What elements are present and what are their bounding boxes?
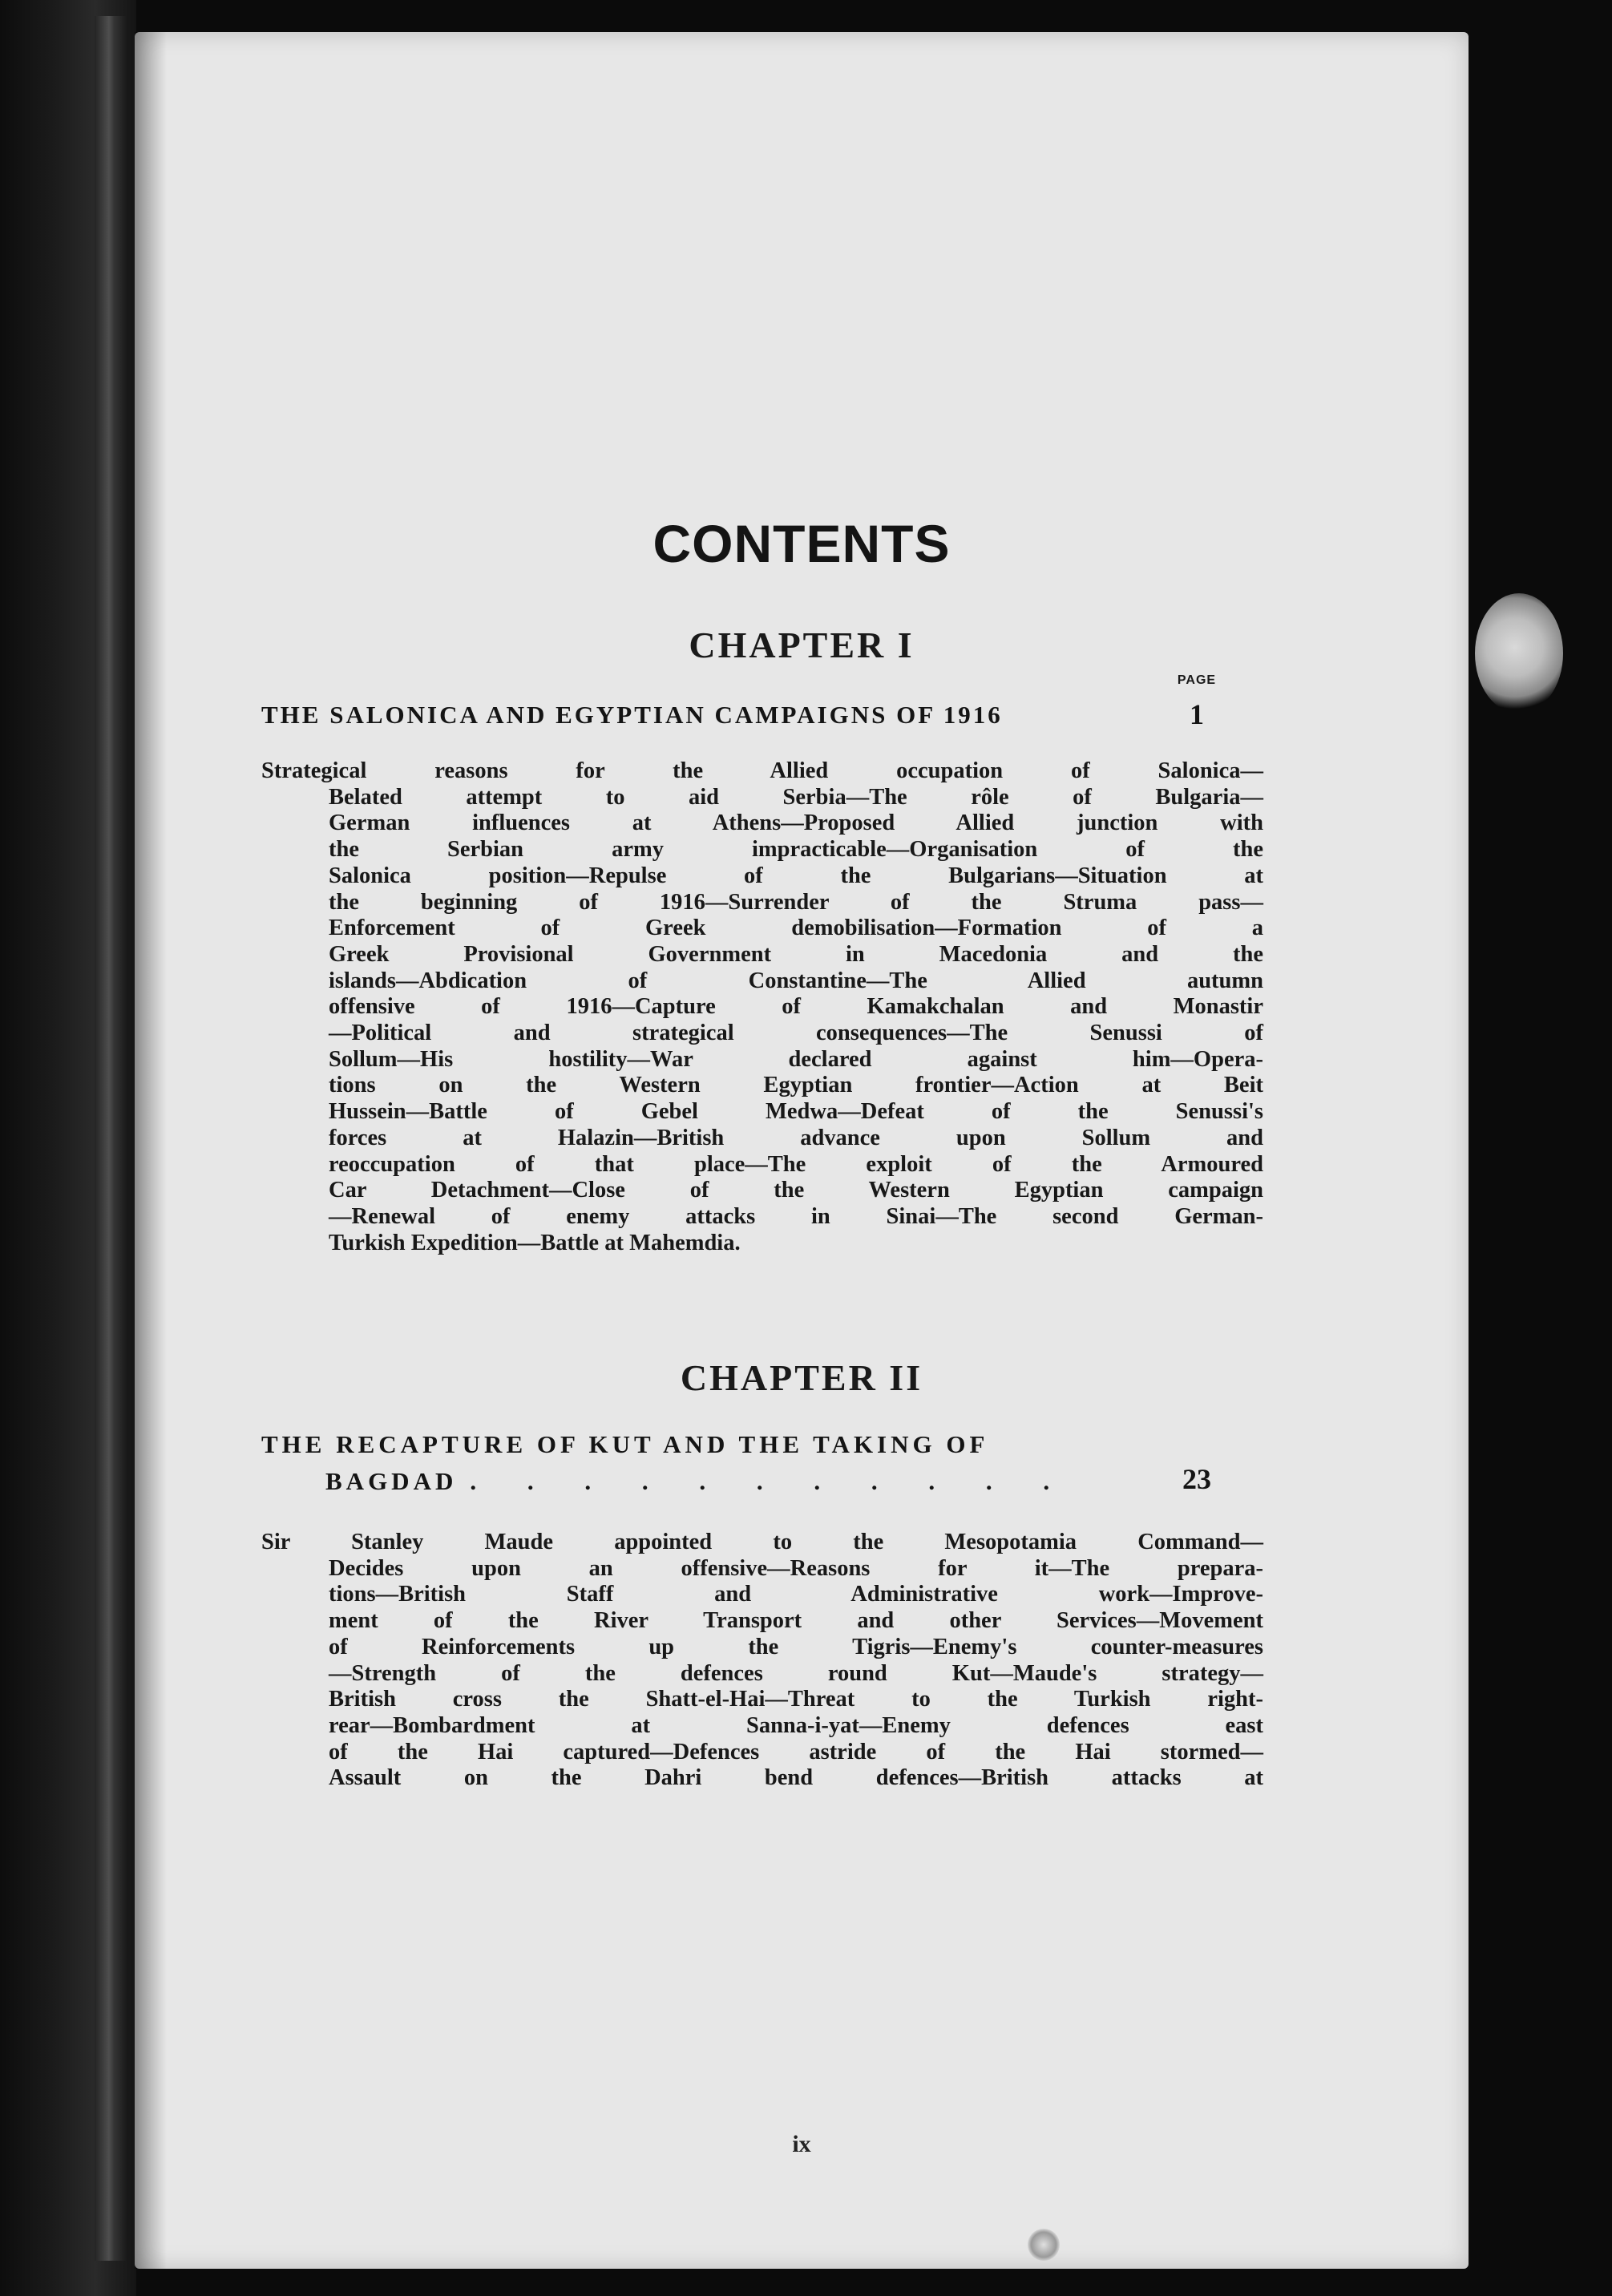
summary-line: the beginning of 1916—Surrender of the Struma pass— [329,889,1263,915]
summary-line: reoccupation of that place—The exploit of the Armoured [329,1151,1263,1177]
summary-line: tions on the Western Egyptian frontier—Action at Beit [329,1073,1263,1098]
summary-line: Belated attempt to aid Serbia—The rôle of Bulgaria— [329,784,1263,810]
summary-line: islands—Abdication of Constantine—The Allied autumn [329,968,1263,993]
book-spine [95,16,127,2261]
chapter-1-summary [261,758,1263,1256]
chapter-2-title-line-2: BAGDAD [325,1467,458,1495]
summary-line: Greek Provisional Government in Macedonia and the [329,941,1263,967]
dot-leader: . . . . . . . . . . . [470,1467,1073,1495]
chapter-2-page-number: 23 [1182,1463,1211,1495]
summary-line: Sollum—His hostility—War declared against him—Opera- [329,1046,1263,1072]
summary-line: Turkish Expedition—Battle at Mahemdia. [329,1230,741,1255]
summary-line: British cross the Shatt-el-Hai—Threat to the Turkish right- [329,1687,1263,1712]
summary-line: —Renewal of enemy attacks in Sinai—The second German- [329,1203,1263,1229]
summary-line: Assault on the Dahri bend defences—British attacks at [329,1765,1263,1791]
summary-line: tions—British Staff and Administrative work—Improve- [329,1582,1263,1607]
summary-line: Sir Stanley Maude appointed to the Mesopotamia Command— [261,1530,1263,1554]
chapter-1-title-line: THE SALONICA AND EGYPTIAN CAMPAIGNS OF 1916 [261,701,1003,729]
book-page [135,32,1469,2269]
chapter-2-title-line [261,1467,1271,1504]
summary-line: of Reinforcements up the Tigris—Enemy's counter-measures [329,1634,1263,1659]
chapter-1-page-number: 1 [1190,698,1204,730]
summary-line: Decides upon an offensive—Reasons for it—The prepara- [329,1555,1263,1581]
summary-line: rear—Bombardment at Sanna-i-yat—Enemy defences east [329,1712,1263,1738]
page-gutter-shadow [135,32,167,2269]
paper-stain [1475,593,1563,713]
chapter-2-summary [261,1530,1263,1792]
chapter-2-title [261,1430,1271,1504]
chapter-1-heading: CHAPTER I [689,625,915,665]
scan-mark [1028,2229,1060,2261]
summary-line: —Political and strategical consequences—The Senussi of [329,1021,1263,1046]
summary-line: forces at Halazin—British advance upon Sollum and [329,1125,1263,1150]
chapter-2-heading: CHAPTER II [680,1357,923,1398]
summary-line: of the Hai captured—Defences astride of the Hai stormed— [329,1739,1263,1764]
summary-line: ment of the River Transport and other Services—Movement [329,1608,1263,1634]
contents-heading: CONTENTS [652,514,951,573]
chapter-1-title [261,701,1271,738]
summary-line: Strategical reasons for the Allied occupation of Salonica— [261,758,1263,783]
summary-line: —Strength of the defences round Kut—Maude's strategy— [329,1660,1263,1686]
page-column-label: PAGE [1177,673,1217,687]
chapter-2-title-line: THE RECAPTURE OF KUT AND THE TAKING OF [261,1430,989,1458]
page-folio: ix [792,2131,811,2157]
summary-line: Salonica position—Repulse of the Bulgarians—Situation at [329,863,1263,888]
summary-line: offensive of 1916—Capture of Kamakchalan and Monastir [329,994,1263,1020]
summary-line: German influences at Athens—Proposed Allied junction with [329,810,1263,836]
summary-line: Enforcement of Greek demobilisation—Formation of a [329,916,1263,941]
summary-line: the Serbian army impracticable—Organisation of the [329,837,1263,863]
summary-line: Car Detachment—Close of the Western Egyptian campaign [329,1178,1263,1203]
summary-line: Hussein—Battle of Gebel Medwa—Defeat of the Senussi's [329,1099,1263,1125]
